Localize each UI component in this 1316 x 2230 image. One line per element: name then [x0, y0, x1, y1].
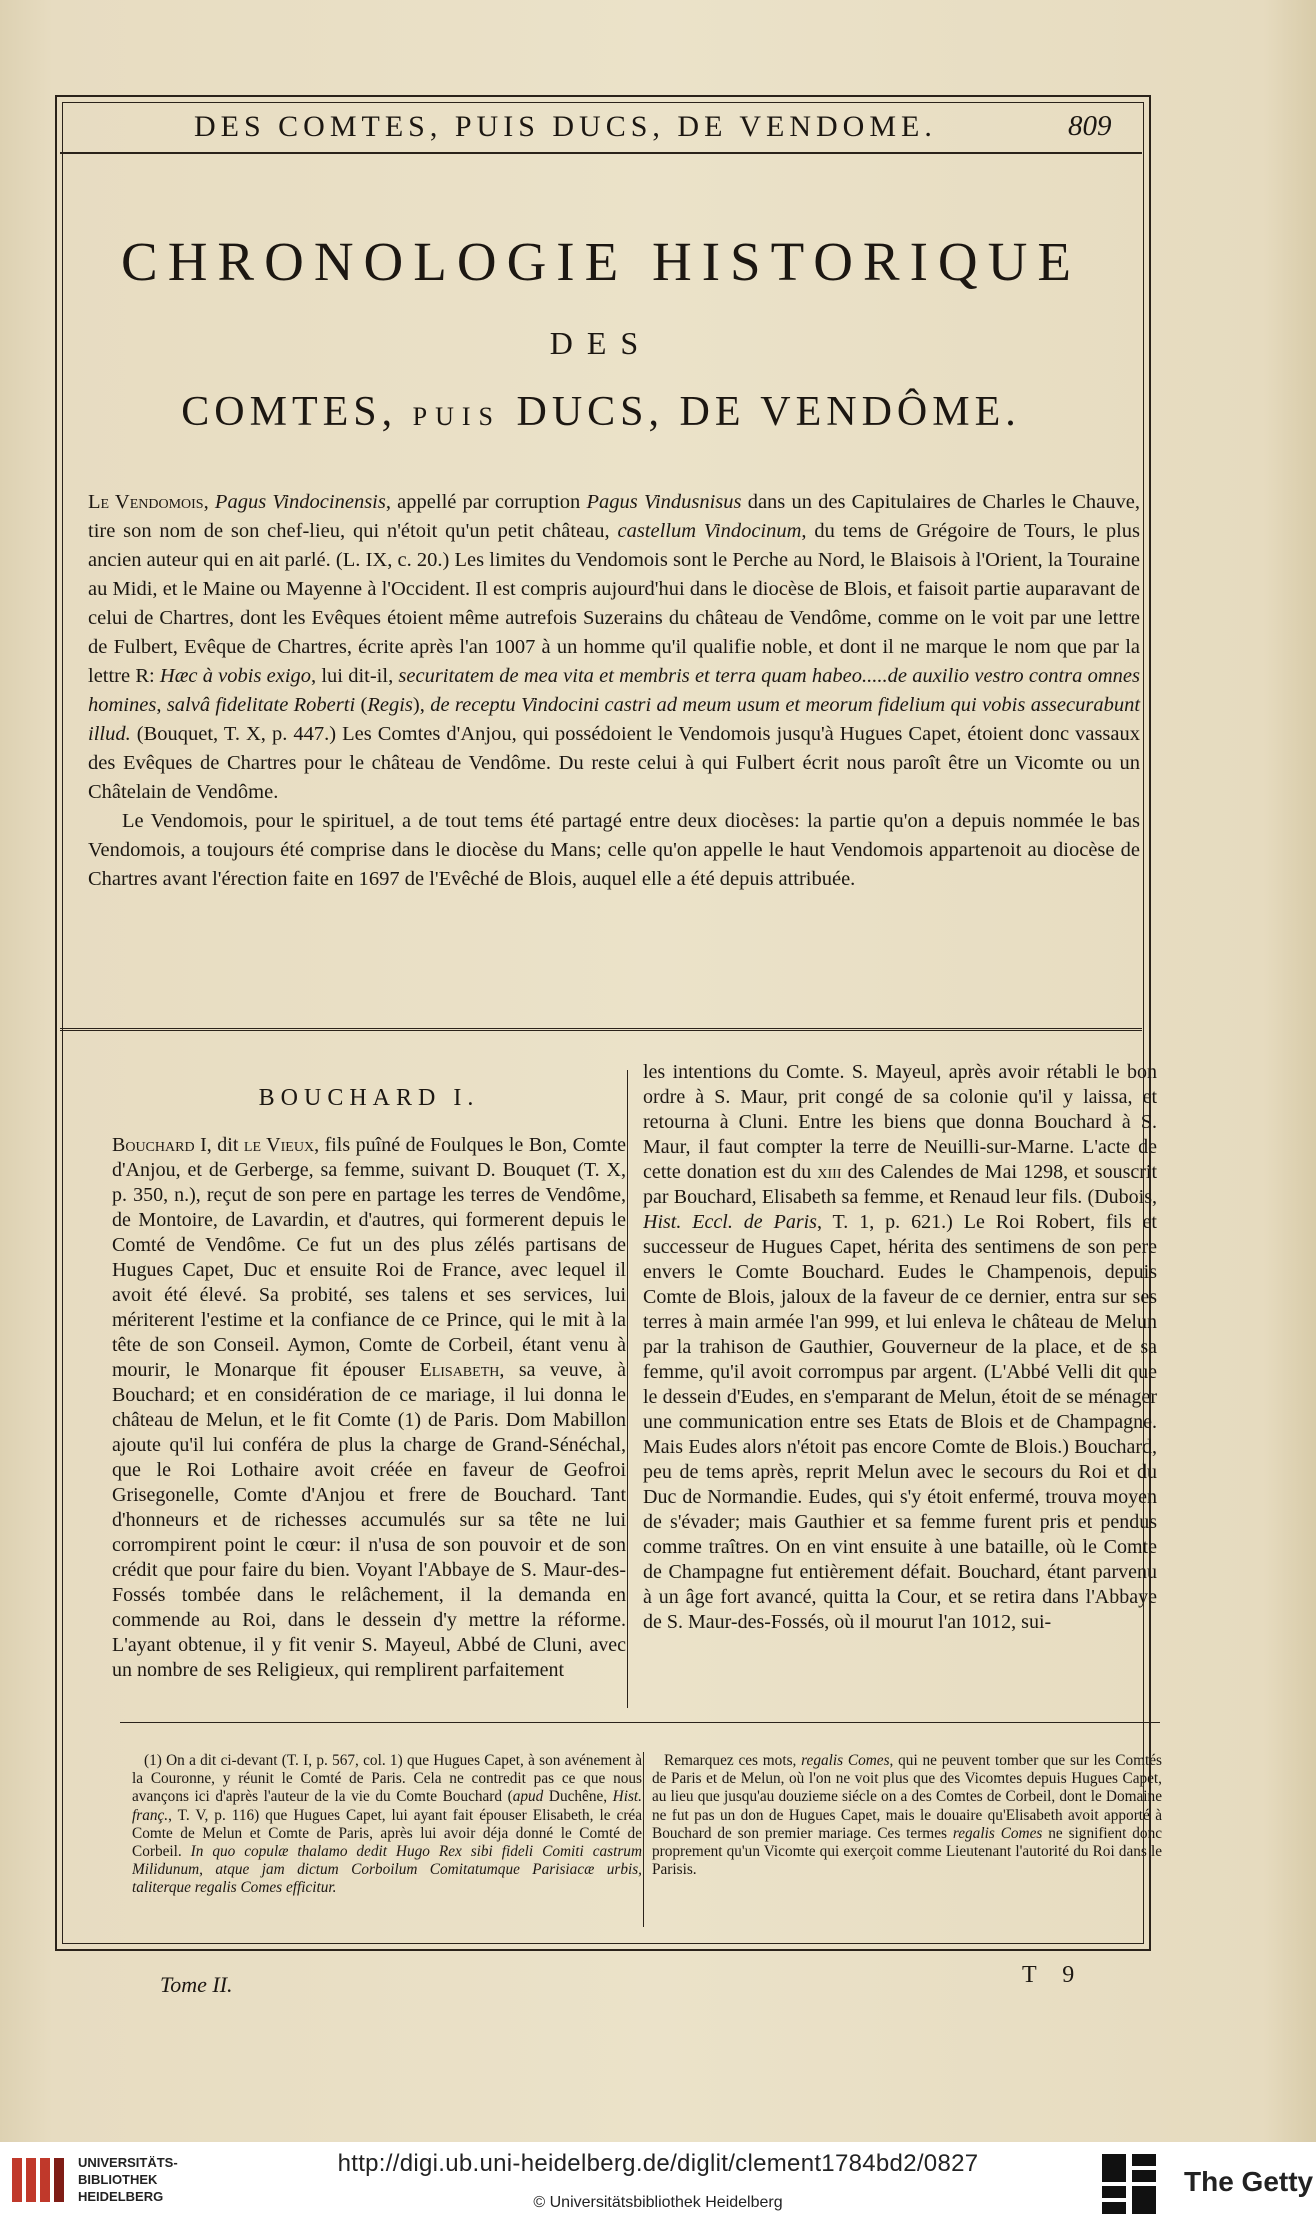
footnote-right: [652, 1752, 1162, 1942]
permalink-url[interactable]: http://digi.ub.uni-heidelberg.de/diglit/clement1784bd2/0827: [337, 2150, 979, 2177]
running-title: DES COMTES, PUIS DUCS, DE VENDOME.: [194, 110, 937, 143]
main-title: CHRONOLOGIE HISTORIQUE: [121, 231, 1081, 292]
title-puis: PUIS: [412, 402, 501, 431]
section-rule: [60, 1028, 1142, 1031]
section-title: BOUCHARD I.: [258, 1085, 480, 1111]
tome-label: Tome II.: [160, 1972, 233, 1997]
intro-paragraph-1: Le Vendomois, Pagus Vindocinensis, appellé par corruption Pagus Vindusnisus dans un des Capitulaires de Charles le Chauve, tire son nom de son chef-lieu, qui n'étoit qu'un petit château, castellum Vindocinum, du tems de Grégoire de Tours, le plus ancien auteur qui en ait parlé. (L. IX, c. 20.) Les limites du Vendomois sont le Perche au Nord, le Blaisois à l'Orient, la Touraine au Midi, et le Maine ou Mayenne à l'Occident. Il est compris aujourd'hui dans le diocèse de Blois, et faisoit partie auparavant de celui de Chartres, dont les Evêques étoient même autrefois Suzerains du château de Vendôme, comme on le voit par une lettre de Fulbert, Evêque de Chartres, écrite après l'an 1007 à un homme qu'il qualifie noble, et dont il ne marque le nom que par la lettre R: Hæc à vobis exigo, lui dit-il, securitatem de mea vita et membris et terra quam habeo.....de auxilio vestro contra omnes homines, salvâ fidelitate Roberti (Regis), de receptu Vindocini castri ad meum usum et meorum fidelium qui vobis assecurabunt illud. (Bouquet, T. X, p. 447.) Les Comtes d'Anjou, qui possédoient le Vendomois jusqu'à Hugues Capet, étoient donc vassaux des Evêques de Chartres pour le château de Vendôme. Du reste celui à qui Fulbert écrit nous paroît être un Vicomte ou un Châtelain de Vendôme.: [88, 491, 1141, 803]
column-right: [643, 1060, 1157, 1700]
intro-paragraph-2: Le Vendomois, pour le spirituel, a de tout tems été partagé entre deux diocèses: la partie qu'on a depuis nommée le bas Vendomois, a toujours été comprise dans le diocèse du Mans; celle qu'on appelle le haut Vendomois appartenoit au diocèse de Chartres avant l'érection faite en 1697 de l'Evêché de Blois, auquel elle a été depuis attribuée.: [88, 810, 1140, 890]
institution-line-2: BIBLIOTHEK: [78, 2172, 158, 2187]
column-right-text: les intentions du Comte. S. Mayeul, après avoir rétabli le bon ordre à S. Maur, prit congé de sa colonie qu'il y laissa, et retourna à Cluni. Entre les biens que donna Bouchard à S. Maur, il faut compter la terre de Neuilli-sur-Marne. L'acte de cette donation est du xiii des Calendes de Mai 1298, et souscrit par Bouchard, Elisabeth sa femme, et Renaud leur fils. (Dubois, Hist. Eccl. de Paris, T. 1, p. 621.) Le Roi Robert, fils et successeur de Hugues Capet, hérita des sentimens de son pere envers le Comte Bouchard. Eudes le Champenois, depuis Comte de Blois, jaloux de la faveur de ce dernier, entra sur ses terres à main armée l'an 999, et lui enleva le château de Melun par la trahison de Gauthier, Gouverneur de la place, et de sa femme, qu'il avoit corrompus par argent. (L'Abbé Velli dit que le dessein d'Eudes, en s'emparant de Melun, étoit de se ménager une communication entre ses Etats de Blois et de Champagne. Mais Eudes alors n'étoit pas encore Comte de Blois.) Bouchard, peu de tems après, reprit Melun avec le secours du Roi et du Duc de Normandie. Eudes, qui s'y étoit enfermé, trouva moyen de s'évader; mais Gauthier et sa femme furent pris et pendus comme traîtres. On en vint ensuite à une bataille, où le Comte de Champagne fut entièrement défait. Bouchard, étant parvenu à un âge fort avancé, quitta la Cour, et se retira dans l'Abbaye de S. Maur-des-Fossés, où il mourut l'an 1012, sui-: [643, 1061, 1157, 1633]
footnote-right-text: Remarquez ces mots, regalis Comes, qui ne peuvent tomber que sur les Comtés de Paris et de Melun, où l'on ne voit plus que des Vicomtes depuis Hugues Capet, au lieu que jusqu'au douzieme siécle on a des Comtes de Corbeil, dont le Domaine ne fut pas un don de Hugues Capet, mais le douaire qu'Elisabeth avoit apporté à Bouchard de son premier mariage. Ces termes regalis Comes ne signifient donc proprement qu'un Vicomte qui exerçoit comme Lieutenant l'autorité du Roi dans le Parisis.: [652, 1752, 1162, 1879]
copyright-notice: © Universitätsbibliothek Heidelberg: [533, 2194, 783, 2211]
running-head: [60, 108, 1142, 154]
viewer-footer: [0, 2142, 1316, 2230]
title-ducs: DUCS, DE VENDÔME.: [516, 389, 1021, 435]
page-number: 809: [1068, 110, 1112, 142]
title-des: DES: [549, 325, 653, 361]
footnote-divider: [643, 1752, 644, 1927]
institution-line-3: HEIDELBERG: [78, 2189, 164, 2204]
footnote-left-text: (1) On a dit ci-devant (T. I, p. 567, col. 1) que Hugues Capet, à son avénement à la Couronne, y réunit le Comté de Paris. Cela ne contredit pas ce que nous avançons ici d'après l'auteur de la vie du Comte Bouchard (apud Duchêne, Hist. franç., T. V, p. 116) que Hugues Capet, lui ayant fait épouser Elisabeth, le créa Comte de Melun et Comte de Paris, après lui avoir déja donné le Comté de Corbeil. In quo copulæ thalamo dedit Hugo Rex sibi fideli Comiti castrum Milidunum, atque jam dictum Corboilum Comitatumque Parisiacæ urbis, taliterque regalis Comes efficitur.: [132, 1752, 642, 1897]
introduction: [88, 488, 1140, 894]
signature-mark: T 9: [1022, 1962, 1085, 1988]
title-comtes: COMTES,: [181, 389, 398, 435]
sub-title: [60, 388, 1142, 436]
getty-logo-icon[interactable]: [1100, 2152, 1158, 2216]
footnote-rule: [120, 1722, 1160, 1723]
column-left-text: Bouchard I, dit le Vieux, fils puîné de Foulques le Bon, Comte d'Anjou, et de Gerberge, sa femme, suivant D. Bouquet (T. X, p. 350, n.), reçut de son pere en partage les terres de Vendôme, de Montoire, de Lavardin, et d'autres, qui formerent depuis le Comté de Vendôme. Ce fut un des plus zélés partisans de Hugues Capet, Duc et ensuite Roi de France, avec lequel il avoit été élevé. Sa probité, ses talens et ses services, lui mériterent l'estime et la confiance de ce Prince, qui le mit à la tête de son Conseil. Aymon, Comte de Corbeil, étant venu à mourir, le Monarque fit épouser Elisabeth, sa veuve, à Bouchard; et en considération de ce mariage, il lui donna le château de Melun, et le fit Comte (1) de Paris. Dom Mabillon ajoute qu'il lui conféra de plus la charge de Grand-Sénéchal, que le Roi Lothaire avoit créée en faveur de Geofroi Grisegonelle, Comte d'Anjou et frere de Bouchard. Tant d'honneurs et de richesses accumulés sur sa tête ne lui corrompirent point le cœur: il n'usa de son pouvoir et de son crédit que pour faire du bien. Voyant l'Abbaye de S. Maur-des-Fossés tombée dans le relâchement, il la demanda en commende au Roi, dans le dessein d'y mettre la réforme. L'ayant obtenue, il y fit venir S. Mayeul, Abbé de Cluni, avec un nombre de ses Religieux, qui remplirent parfaitement: [112, 1134, 626, 1681]
column-left: [112, 1060, 626, 1700]
footnote-left: [132, 1752, 642, 1942]
column-divider: [627, 1070, 628, 1708]
institution-line-1: UNIVERSITÄTS-: [78, 2155, 178, 2170]
partner-name[interactable]: The Getty: [1184, 2166, 1314, 2197]
